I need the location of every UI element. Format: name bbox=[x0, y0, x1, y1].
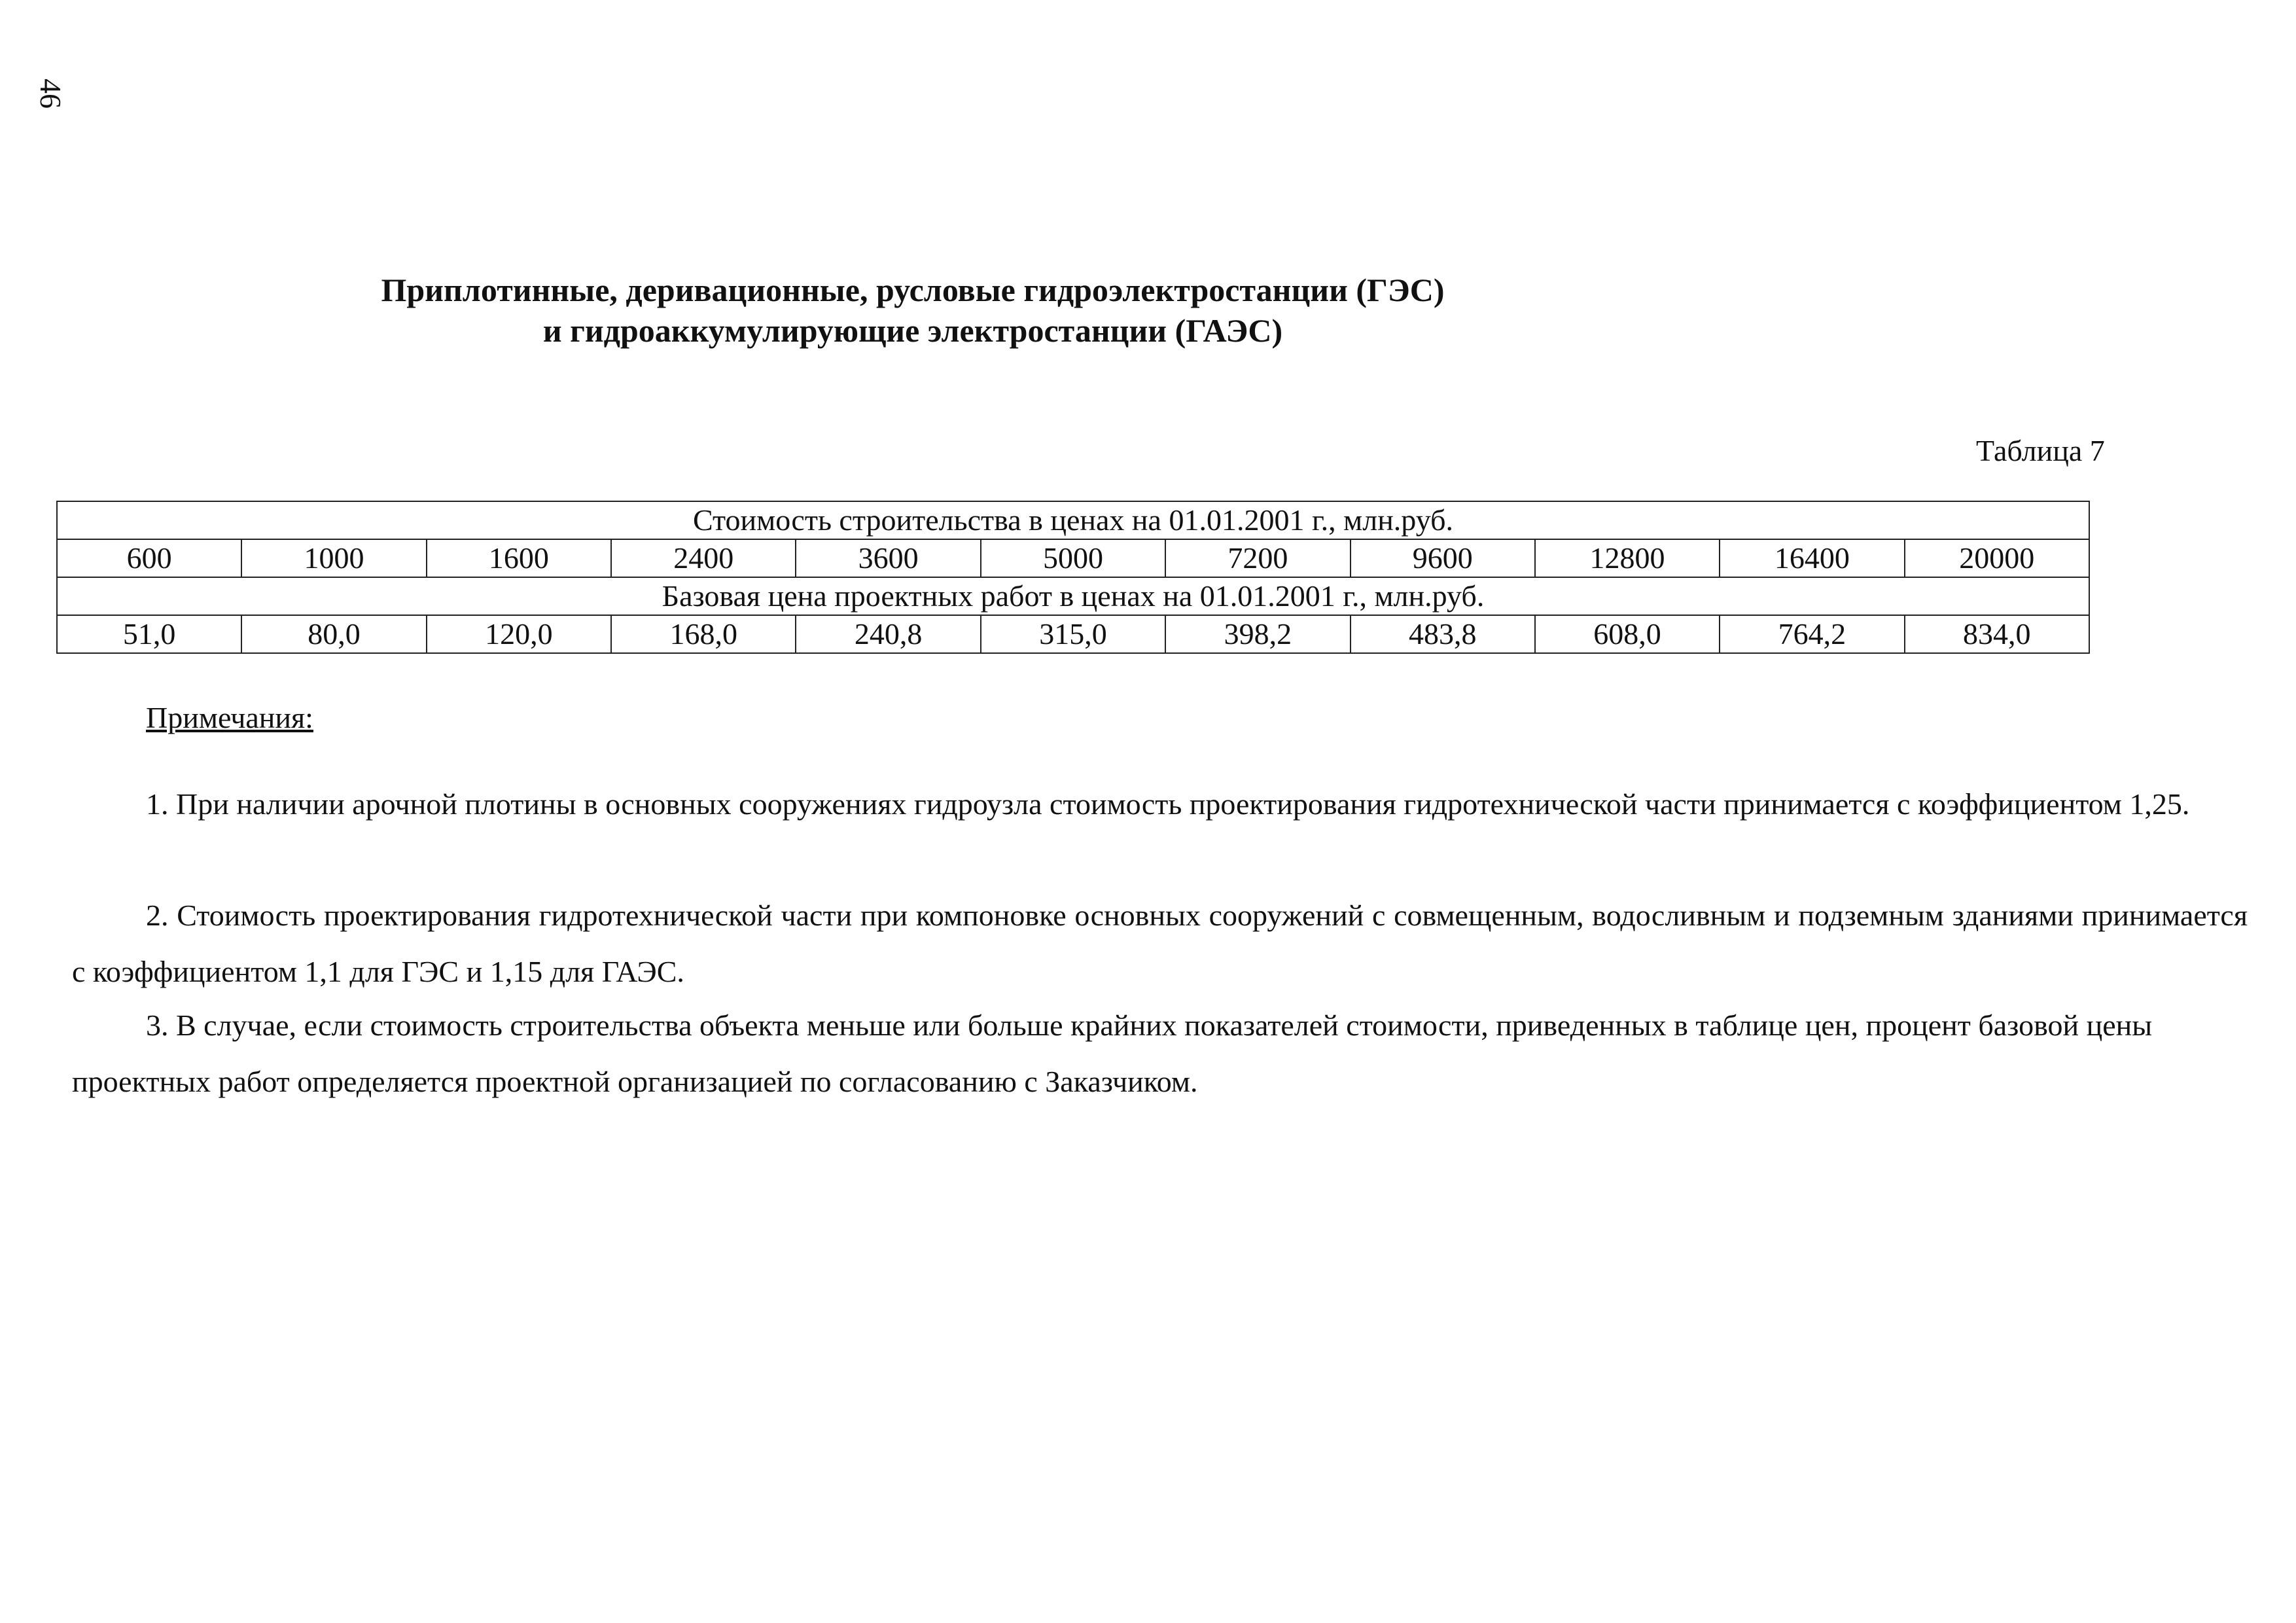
price-header-row bbox=[57, 577, 2089, 615]
price-cell: 834,0 bbox=[1905, 615, 2089, 653]
cost-cell: 12800 bbox=[1535, 539, 1720, 577]
cost-cell: 1000 bbox=[241, 539, 426, 577]
price-table bbox=[56, 501, 2090, 654]
cost-cell: 9600 bbox=[1351, 539, 1535, 577]
price-cell: 483,8 bbox=[1351, 615, 1535, 653]
price-cell: 608,0 bbox=[1535, 615, 1720, 653]
note-1: 1. При наличии арочной плотины в основных сооружениях гидроузла стоимость проектирования гидротехнической части принимается с коэффициентом 1,25. bbox=[146, 787, 2190, 821]
cost-header-row bbox=[57, 501, 2089, 539]
page-title bbox=[0, 270, 1826, 351]
price-cell: 80,0 bbox=[241, 615, 426, 653]
cost-values-row bbox=[57, 539, 2089, 577]
price-cell: 764,2 bbox=[1720, 615, 1904, 653]
cost-cell: 2400 bbox=[611, 539, 796, 577]
cost-cell: 3600 bbox=[796, 539, 980, 577]
price-cell: 315,0 bbox=[981, 615, 1165, 653]
price-cell: 51,0 bbox=[57, 615, 241, 653]
notes-heading: Примечания: bbox=[146, 701, 313, 734]
price-cell: 168,0 bbox=[611, 615, 796, 653]
cost-cell: 20000 bbox=[1905, 539, 2089, 577]
cost-cell: 7200 bbox=[1165, 539, 1350, 577]
cost-cell: 600 bbox=[57, 539, 241, 577]
price-cell: 120,0 bbox=[427, 615, 611, 653]
cost-cell: 16400 bbox=[1720, 539, 1904, 577]
price-cell: 398,2 bbox=[1165, 615, 1350, 653]
table-label: Таблица 7 bbox=[1976, 434, 2105, 467]
page-number: 46 bbox=[34, 79, 67, 109]
price-values-row bbox=[57, 615, 2089, 653]
cost-cell: 5000 bbox=[981, 539, 1165, 577]
cost-cell: 1600 bbox=[427, 539, 611, 577]
note-2: 2. Стоимость проектирования гидротехнической части при компоновке основных сооружений с совмещенным, водосливным и подземным зданиями принимается с коэффициентом 1,1 для ГЭС и 1,15 для ГАЭС. bbox=[72, 899, 2248, 988]
title-line-2: и гидроаккумулирующие электростанции (ГАЭС) bbox=[542, 312, 1283, 349]
price-cell: 240,8 bbox=[796, 615, 980, 653]
price-header-cell: Базовая цена проектных работ в ценах на 01.01.2001 г., млн.руб. bbox=[57, 577, 2089, 615]
note-3: 3. В случае, если стоимость строительства объекта меньше или больше крайних показателей стоимости, приведенных в таблице цен, процент базовой цены проектных работ определяется проектной организацией по согласованию с Заказчиком. bbox=[72, 1008, 2153, 1098]
title-line-1: Приплотинные, деривационные, русловые гидроэлектростанции (ГЭС) bbox=[381, 272, 1445, 308]
cost-header-cell: Стоимость строительства в ценах на 01.01.2001 г., млн.руб. bbox=[57, 501, 2089, 539]
